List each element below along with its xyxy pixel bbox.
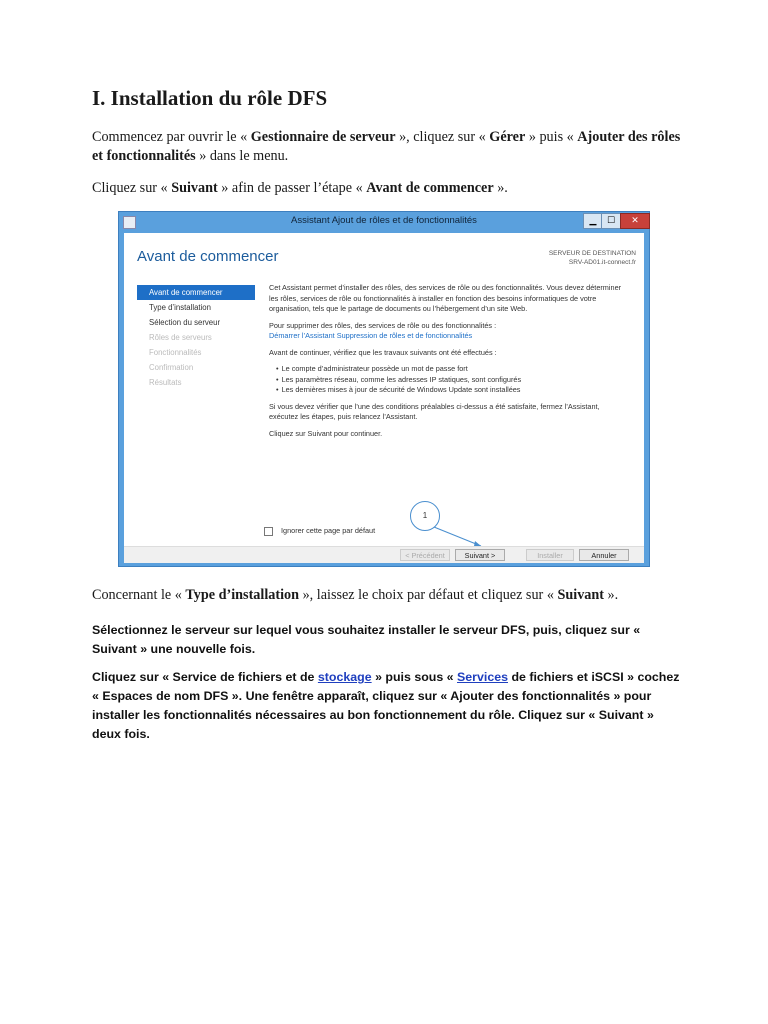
window-titlebar <box>119 212 649 232</box>
content-prereq: Avant de continuer, vérifiez que les travaux suivants ont été effectués : <box>269 347 497 357</box>
skip-page-label: Ignorer cette page par défaut <box>281 526 376 535</box>
nav-item-resultats: Résultats <box>149 378 182 387</box>
bold-text: Suivant <box>171 180 218 196</box>
destination-label: SERVEUR DE DESTINATION <box>548 250 636 257</box>
text: Cliquez sur « Service de fichiers et de <box>92 670 318 684</box>
stockage-link[interactable]: stockage <box>317 670 372 684</box>
nav-item-avant-de-commencer[interactable]: Avant de commencer <box>137 285 255 300</box>
content-remove-text: Pour supprimer des rôles, des services de rôle ou des fonctionnalités : <box>269 320 497 330</box>
bold-text: Gestionnaire de serveur <box>250 129 396 145</box>
install-button: Installer <box>526 549 574 561</box>
text: » afin de passer l’étape « <box>217 180 367 196</box>
next-button[interactable]: Suivant > <box>455 549 505 561</box>
nav-item-type-installation[interactable]: Type d’installation <box>149 303 211 312</box>
content-continue: Cliquez sur Suivant pour continuer. <box>269 428 383 438</box>
paragraph-file-services <box>92 668 682 744</box>
wizard-page-title: Avant de commencer <box>137 248 279 265</box>
list-item: • Le compte d’administrateur possède un mot de passe fort <box>276 364 629 375</box>
remove-wizard-link[interactable]: Démarrer l’Assistant Suppression de rôles et de fonctionnalités <box>269 331 473 340</box>
list-item: • Les dernières mises à jour de sécurité de Windows Update sont installées <box>276 385 629 396</box>
text: ». <box>604 587 619 603</box>
paragraph-open-server-manager <box>92 128 682 166</box>
previous-button: < Précédent <box>400 549 450 561</box>
window-title: Assistant Ajout de rôles et de fonctionnalités <box>291 215 477 226</box>
list-item: • Les paramètres réseau, comme les adresses IP statiques, sont configurés <box>276 375 629 386</box>
paragraph-click-next <box>92 179 682 198</box>
text: », laissez le choix par défaut et cliquez sur « <box>299 587 558 603</box>
text: » dans le menu. <box>195 148 289 164</box>
text: », cliquez sur « <box>395 129 490 145</box>
destination-value: SRV-AD01.it-connect.fr <box>568 259 636 266</box>
bold-text: Suivant <box>557 587 604 603</box>
cancel-button[interactable]: Annuler <box>579 549 629 561</box>
services-link[interactable]: Services <box>457 670 508 684</box>
text: Commencez par ouvrir le « <box>92 129 251 145</box>
skip-page-checkbox-row[interactable] <box>264 526 375 536</box>
callout-arrow <box>124 233 644 562</box>
bold-text: Type d’installation <box>185 587 300 603</box>
nav-item-roles-serveurs: Rôles de serveurs <box>149 333 212 342</box>
nav-item-selection-serveur[interactable]: Sélection du serveur <box>149 318 221 327</box>
bold-text: Gérer <box>489 129 526 145</box>
maximize-icon[interactable]: ☐ <box>601 213 621 229</box>
bold-text: Ajouter des rôles et fonctionnalités <box>92 129 681 164</box>
text: ». <box>493 180 508 196</box>
text: Concernant le « <box>92 587 186 603</box>
paragraph-select-server: Sélectionnez le serveur sur lequel vous souhaitez installer le serveur DFS, puis, cliquez sur « Suivant » une nouvelle fois. <box>92 623 641 656</box>
minimize-icon[interactable]: ▁ <box>583 213 603 229</box>
skip-page-checkbox[interactable] <box>264 527 273 536</box>
wizard-button-bar <box>124 546 644 563</box>
nav-item-confirmation: Confirmation <box>149 363 194 372</box>
close-icon[interactable]: ✕ <box>620 213 650 229</box>
page-heading: I. Installation du rôle DFS <box>92 86 328 110</box>
text: » puis sous « <box>371 670 458 684</box>
callout-number: 1 <box>410 501 440 531</box>
content-intro: Cet Assistant permet d’installer des rôles, des services de rôle ou des fonctionnalités. Vous devez déterminer les rôles, services de rôle ou fonctionnalités à installer en fonction des besoins informatiques de votre organisation, tels que le partage de documents ou l’hébergement d’un site Web. <box>269 283 622 313</box>
window-client <box>124 233 644 562</box>
bold-text: Avant de commencer <box>366 180 494 196</box>
wizard-screenshot <box>118 211 650 567</box>
content-verify: Si vous devez vérifier que l’une des conditions préalables ci-dessus a été satisfaite, fermez l’Assistant, exécutez les étapes, puis relancez l’Assistant. <box>269 401 600 421</box>
text: Cliquez sur « <box>92 180 172 196</box>
text: » puis « <box>525 129 578 145</box>
text: de fichiers et iSCSI » cochez « Espaces de nom DFS ». Une fenêtre apparaît, cliquez sur « Ajouter des fonctionnalités » pour installer les fonctionnalités nécessaires au bon fonctionnement du rôle. Cliquez sur « Suivant » deux fois. <box>92 670 680 741</box>
paragraph-installation-type <box>92 586 682 605</box>
nav-item-fonctionnalites: Fonctionnalités <box>149 348 202 357</box>
